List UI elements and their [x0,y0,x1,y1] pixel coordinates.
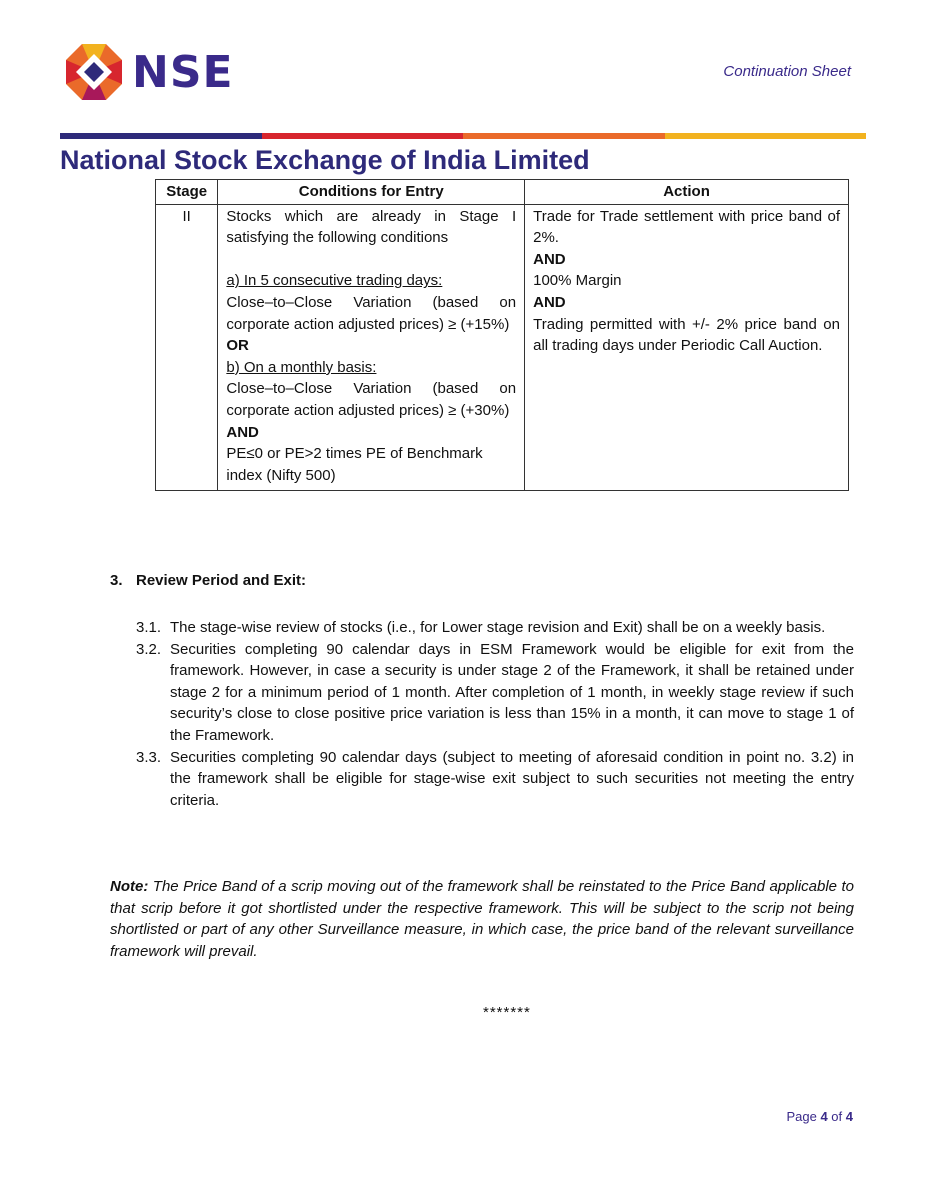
header-action: Action [525,180,849,205]
page-of-word: of [831,1109,843,1124]
logo-wordmark: NSE [132,46,234,98]
note-text: The Price Band of a scrip moving out of the framework shall be reinstated to the Price Band applicable to that scrip before it got shortlisted under the respective framework. This will be subject to the scrip not being shortlisted or part of any other Surveillance measure, in which case, the price band of the relevant surveillance framework will prevail. [110,878,854,960]
action-line-2: 100% Margin [533,272,622,290]
section-title: Review Period and Exit: [136,572,307,589]
condition-b-text: Close–to–Close Variation (based on corporate action adjusted prices) ≥ (+30%) [226,380,517,419]
table-row [156,204,849,491]
pe-condition: PE≤0 or PE>2 times PE of Benchmark index (Nifty 500) [226,445,483,484]
header-stage: Stage [156,180,218,205]
list-item [136,639,854,747]
item-text: Securities completing 90 calendar days in ESM Framework would be eligible for exit from the framework. However, in case a security is under stage 2 of the Framework, it shall be retained under stage 2 for a minimum period of 1 month. After completion of 1 month, in weekly stage review if such security’s close to close positive price variation is less than 15% in a month, it can move to stage 1 of the Framework. [170,640,854,744]
or-label: OR [226,337,249,355]
stage-table [155,179,849,491]
note-label: Note: [110,878,149,895]
and-label: AND [226,423,259,441]
table-header-row [156,180,849,205]
organization-title: National Stock Exchange of India Limited [60,145,590,175]
page-number [786,1109,853,1124]
note-paragraph [110,876,854,962]
section-items [136,617,854,811]
item-number: 3.2. [136,640,162,658]
page-word: Page [786,1109,817,1124]
action-and-1: AND [533,250,566,268]
item-text: Securities completing 90 calendar days (subject to meeting of aforesaid condition in point no. 3.2) in the framework shall be eligible for stage-wise exit subject to such securities not meeting the entry criteria. [170,748,854,809]
action-line-1: Trade for Trade settlement with price band of 2%. [533,207,840,247]
conditions-cell [218,204,525,491]
continuation-sheet-label: Continuation Sheet [723,63,851,80]
list-item [136,747,854,812]
section-number: 3. [110,572,123,589]
page-total: 4 [845,1109,853,1124]
nse-logo-icon [64,42,124,102]
stripe-segment-red [262,133,464,139]
list-item [136,617,854,639]
condition-b-heading: b) On a monthly basis: [226,358,377,376]
end-marker: ******* [483,1004,531,1021]
stripe-segment-orange [463,133,665,139]
header-conditions: Conditions for Entry [218,180,525,205]
item-number: 3.1. [136,619,162,636]
stage-cell: II [156,204,218,491]
condition-a-text: Close–to–Close Variation (based on corporate action adjusted prices) ≥ (+15%) [226,293,517,333]
page-current: 4 [820,1109,828,1124]
item-number: 3.3. [136,748,162,766]
item-text: The stage-wise review of stocks (i.e., for Lower stage revision and Exit) shall be on a weekly basis. [170,619,826,636]
condition-a-heading: a) In 5 consecutive trading days: [226,272,443,290]
header-color-stripe [60,133,866,139]
stripe-segment-yellow [665,133,867,139]
conditions-intro: Stocks which are already in Stage I satisfying the following conditions [226,207,517,247]
action-cell [525,204,849,491]
nse-logo [64,42,234,102]
stripe-segment-purple [60,133,262,139]
action-line-3: Trading permitted with +/- 2% price band on all trading days under Periodic Call Auction. [533,315,840,355]
action-and-2: AND [533,293,566,311]
section-heading [110,572,306,589]
